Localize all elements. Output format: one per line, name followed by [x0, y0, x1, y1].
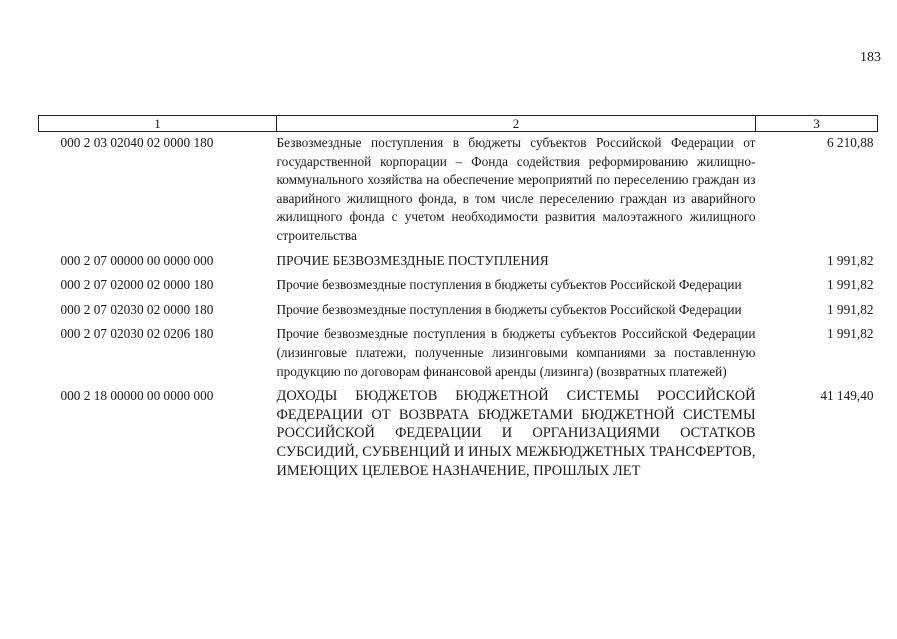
budget-code: 000 2 03 02040 02 0000 180: [60, 135, 214, 150]
budget-code: 000 2 07 02000 02 0000 180: [60, 277, 214, 293]
table-row: [39, 252, 878, 277]
budget-revenue-table: [38, 115, 878, 486]
revenue-amount: 1 991,82: [826, 252, 874, 268]
revenue-amount: 1 991,82: [826, 326, 874, 342]
revenue-amount: 1 991,82: [826, 277, 874, 293]
page-number: 183: [860, 50, 881, 65]
budget-code: 000 2 07 00000 00 0000 000: [60, 252, 214, 268]
revenue-description: Прочие безвозмездные поступления в бюджеты субъектов Российской Федерации (лизинговые платежи, полученные лизинговыми компаниями за поставленную продукцию по договорам финансовой аренды (лизинга) (возвратных платежей): [276, 326, 756, 379]
revenue-amount: 6 210,88: [826, 135, 874, 150]
revenue-description: ДОХОДЫ БЮДЖЕТОВ БЮДЖЕТНОЙ СИСТЕМЫ РОССИЙСКОЙ ФЕДЕРАЦИИ ОТ ВОЗВРАТА БЮДЖЕТАМИ БЮДЖЕТНОЙ СИСТЕМЫ РОССИЙСКОЙ ФЕДЕРАЦИИ И ОРГАНИЗАЦИЯМИ ОСТАТКОВ СУБСИДИЙ, СУБВЕНЦИЙ И ИНЫХ МЕЖБЮДЖЕТНЫХ ТРАНСФЕРТОВ, ИМЕЮЩИХ ЦЕЛЕВОЕ НАЗНАЧЕНИЕ, ПРОШЛЫХ ЛЕТ: [276, 388, 756, 479]
revenue-amount: 1 991,82: [826, 301, 874, 317]
revenue-amount: 41 149,40: [820, 388, 874, 404]
budget-code: 000 2 18 00000 00 0000 000: [60, 388, 214, 404]
table-row: [39, 276, 878, 301]
budget-code: 000 2 07 02030 02 0000 180: [60, 301, 214, 317]
table-row: [39, 132, 878, 252]
column-header-3: 3: [756, 116, 878, 132]
revenue-description: Безвозмездные поступления в бюджеты субъектов Российской Федерации от государственной корпорации – Фонда содействия реформированию жилищно-коммунального хозяйства на обеспечение мероприятий по переселению граждан из аварийного жилищного фонда, в том числе переселению граждан из аварийного жилищного фонда с учетом необходимости развития малоэтажного жилищного строительства: [276, 135, 756, 243]
table-row: [39, 325, 878, 387]
column-header-1: 1: [39, 116, 277, 132]
table-header-row: [39, 116, 878, 132]
table-row: [39, 301, 878, 326]
budget-code: 000 2 07 02030 02 0206 180: [60, 326, 214, 342]
revenue-description: Прочие безвозмездные поступления в бюджеты субъектов Российской Федерации: [276, 301, 742, 317]
table-row: [39, 387, 878, 486]
column-header-2: 2: [277, 116, 756, 132]
revenue-description: Прочие безвозмездные поступления в бюджеты субъектов Российской Федерации: [276, 277, 742, 293]
revenue-description: ПРОЧИЕ БЕЗВОЗМЕЗДНЫЕ ПОСТУПЛЕНИЯ: [276, 252, 549, 268]
